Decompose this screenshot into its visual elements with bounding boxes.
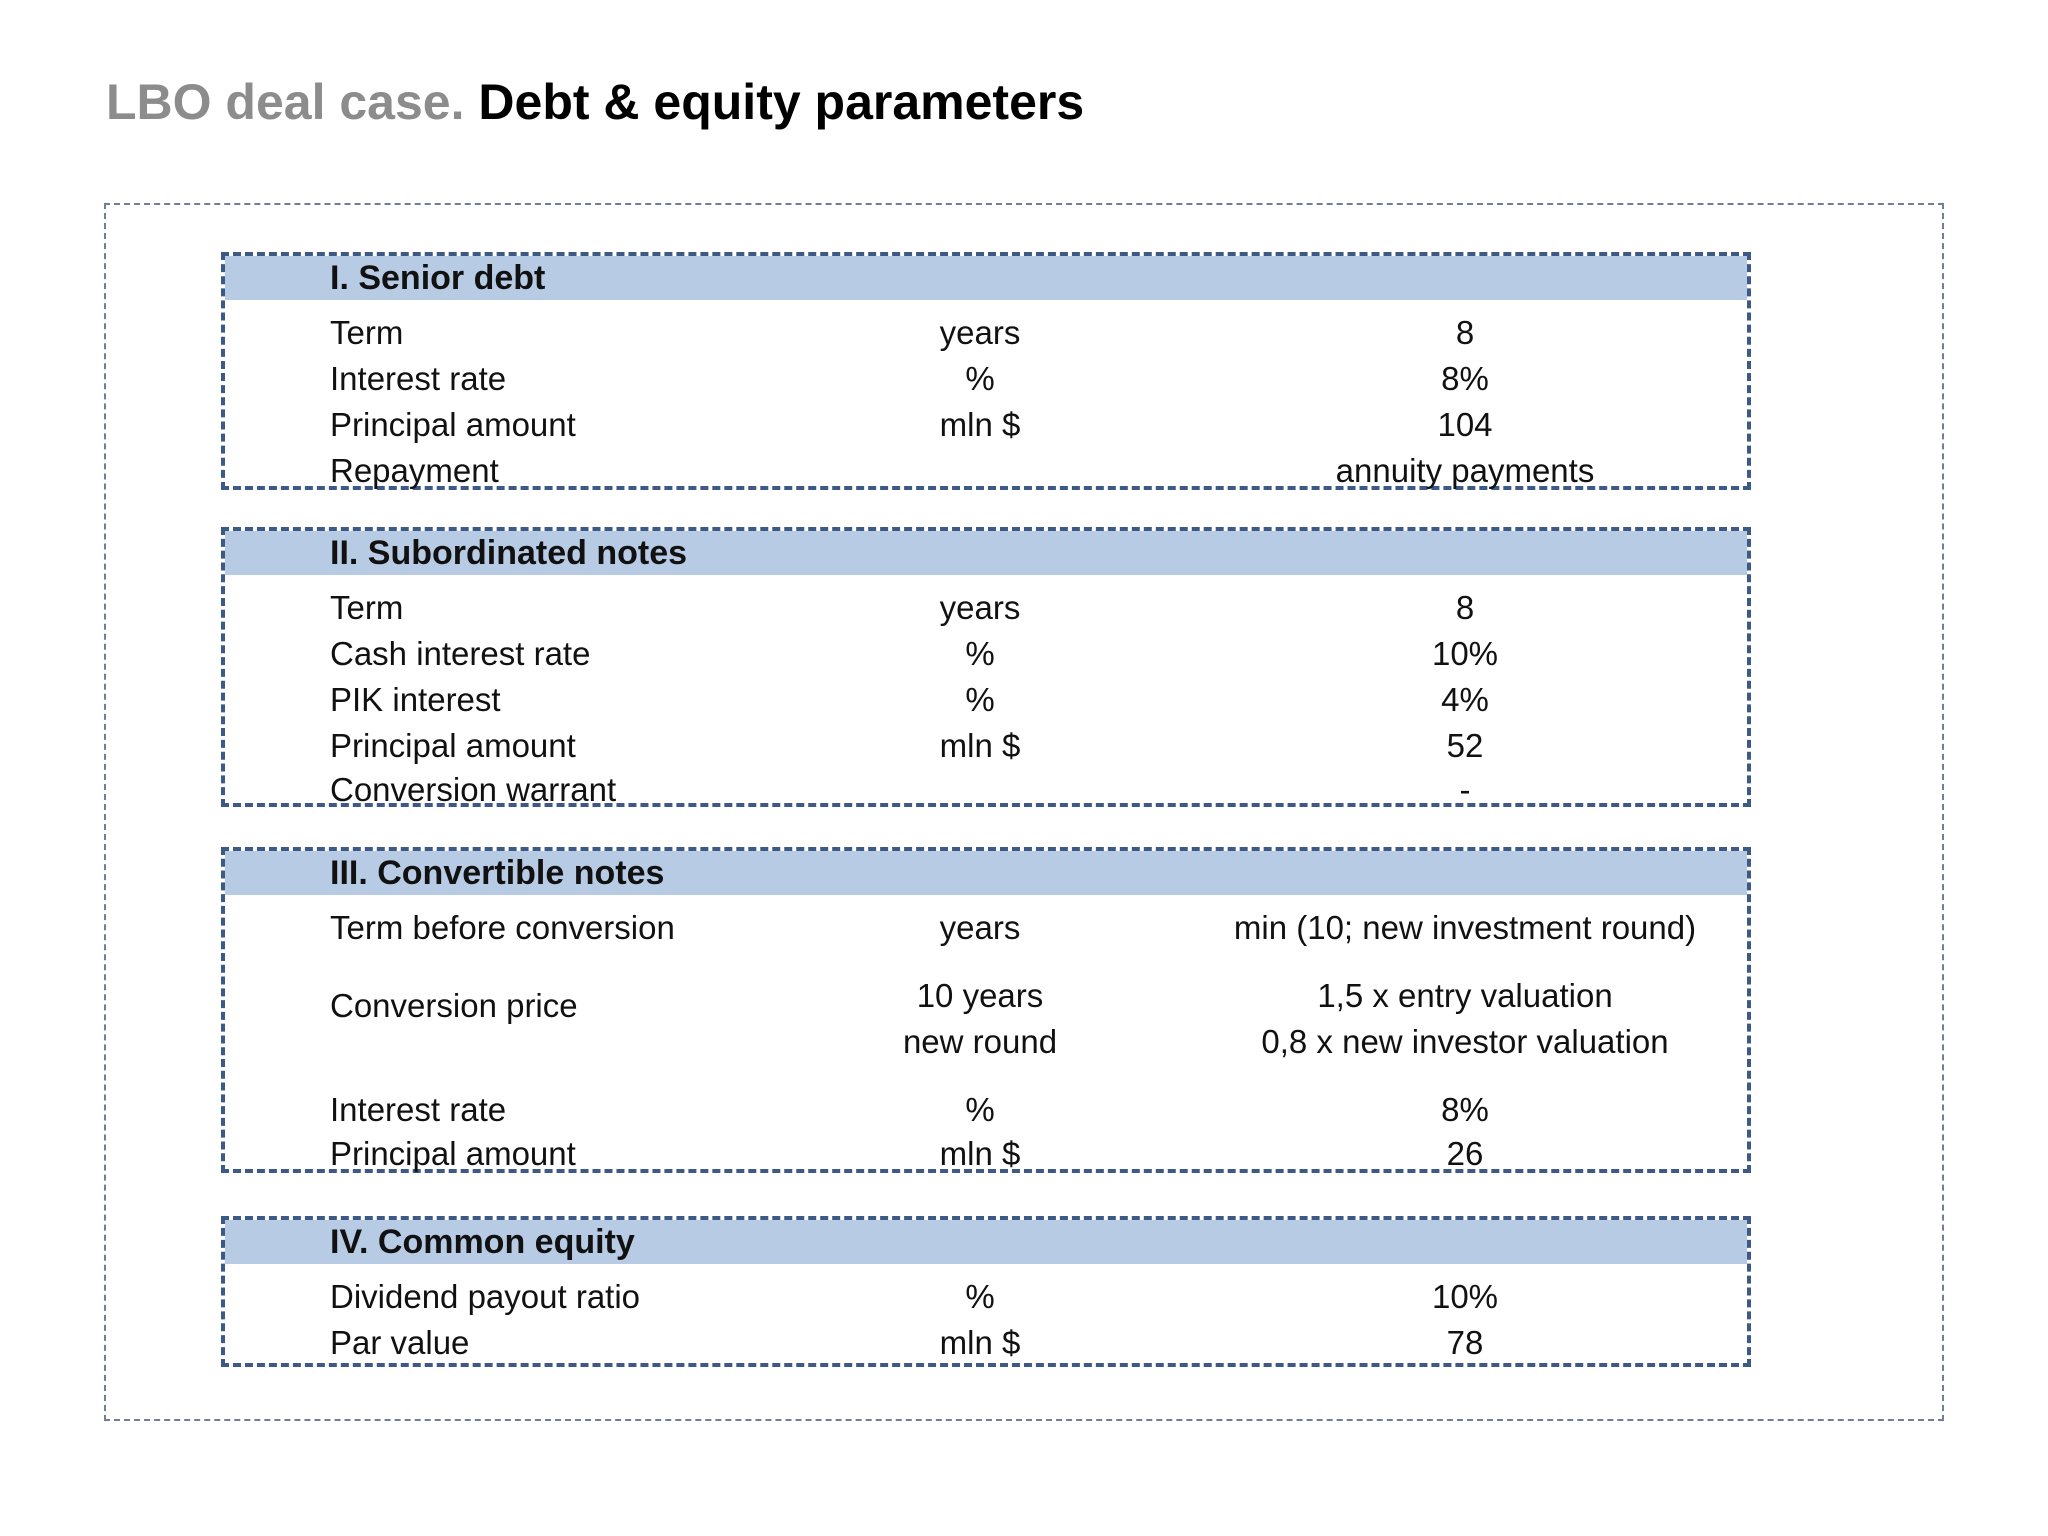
row-value: 52 bbox=[1446, 727, 1484, 764]
section-title: III. Convertible notes bbox=[330, 854, 665, 892]
section-title: I. Senior debt bbox=[330, 259, 546, 297]
table-row bbox=[225, 677, 1747, 723]
row-label: Dividend payout ratio bbox=[330, 1278, 641, 1315]
row-value: 10% bbox=[1431, 1278, 1499, 1315]
table-row bbox=[225, 973, 1747, 1065]
unit-line: new round bbox=[902, 1023, 1058, 1060]
row-value: 10% bbox=[1431, 635, 1499, 672]
row-unit bbox=[885, 973, 1075, 1065]
page-title bbox=[106, 72, 1084, 132]
section-header bbox=[225, 256, 1747, 300]
section-header bbox=[225, 1220, 1747, 1264]
row-value: 78 bbox=[1446, 1324, 1484, 1361]
table-row bbox=[225, 1320, 1747, 1366]
row-unit: % bbox=[965, 681, 995, 718]
row-value: 8 bbox=[1455, 314, 1475, 351]
table-row bbox=[225, 402, 1747, 448]
section-senior-debt bbox=[221, 252, 1751, 490]
row-unit: mln $ bbox=[939, 406, 1021, 443]
row-label: Principal amount bbox=[330, 727, 576, 764]
row-unit: mln $ bbox=[939, 1135, 1021, 1172]
section-convertible-notes bbox=[221, 847, 1751, 1173]
table-row bbox=[225, 585, 1747, 631]
row-label: Term bbox=[330, 589, 404, 626]
row-label: Par value bbox=[330, 1324, 470, 1361]
row-value: 26 bbox=[1446, 1135, 1484, 1172]
table-row bbox=[225, 448, 1747, 494]
row-unit: mln $ bbox=[939, 727, 1021, 764]
row-unit: years bbox=[939, 909, 1021, 946]
table-row bbox=[225, 723, 1747, 769]
table-row bbox=[225, 1087, 1747, 1133]
row-label: Conversion warrant bbox=[330, 771, 617, 808]
row-label: Principal amount bbox=[330, 406, 576, 443]
row-value: 8 bbox=[1455, 589, 1475, 626]
section-subordinated-notes bbox=[221, 527, 1751, 807]
row-unit: % bbox=[965, 360, 995, 397]
row-unit: % bbox=[965, 1278, 995, 1315]
section-header bbox=[225, 851, 1747, 895]
row-unit: years bbox=[939, 589, 1021, 626]
row-value: 8% bbox=[1441, 1091, 1489, 1128]
table-row bbox=[225, 767, 1747, 813]
value-line: 1,5 x entry valuation bbox=[1317, 977, 1613, 1014]
row-value: annuity payments bbox=[1335, 452, 1595, 489]
row-unit: % bbox=[965, 1091, 995, 1128]
table-row bbox=[225, 631, 1747, 677]
row-unit: % bbox=[965, 635, 995, 672]
title-prefix: LBO deal case. bbox=[106, 74, 465, 130]
title-main: Debt & equity parameters bbox=[478, 74, 1085, 130]
row-unit: years bbox=[939, 314, 1021, 351]
row-unit: mln $ bbox=[939, 1324, 1021, 1361]
section-title: IV. Common equity bbox=[330, 1223, 635, 1261]
row-label: Conversion price bbox=[330, 987, 578, 1024]
row-label: PIK interest bbox=[330, 681, 501, 718]
table-row bbox=[225, 1274, 1747, 1320]
row-value bbox=[1205, 973, 1725, 1065]
row-label: Term bbox=[330, 314, 404, 351]
row-label: Repayment bbox=[330, 452, 499, 489]
row-label: Term before conversion bbox=[330, 909, 675, 946]
value-line: 0,8 x new investor valuation bbox=[1261, 1023, 1669, 1060]
row-label: Principal amount bbox=[330, 1135, 576, 1172]
section-common-equity bbox=[221, 1216, 1751, 1367]
row-value: 4% bbox=[1441, 681, 1489, 718]
table-row bbox=[225, 905, 1747, 951]
unit-line: 10 years bbox=[916, 977, 1044, 1014]
table-row bbox=[225, 310, 1747, 356]
table-row bbox=[225, 356, 1747, 402]
row-label: Interest rate bbox=[330, 1091, 507, 1128]
table-row bbox=[225, 1131, 1747, 1177]
row-value: - bbox=[1459, 771, 1471, 808]
section-header bbox=[225, 531, 1747, 575]
row-value: 8% bbox=[1441, 360, 1489, 397]
section-title: II. Subordinated notes bbox=[330, 534, 688, 572]
row-value: 104 bbox=[1437, 406, 1493, 443]
row-label: Interest rate bbox=[330, 360, 507, 397]
row-value: min (10; new investment round) bbox=[1233, 909, 1697, 946]
row-label: Cash interest rate bbox=[330, 635, 591, 672]
